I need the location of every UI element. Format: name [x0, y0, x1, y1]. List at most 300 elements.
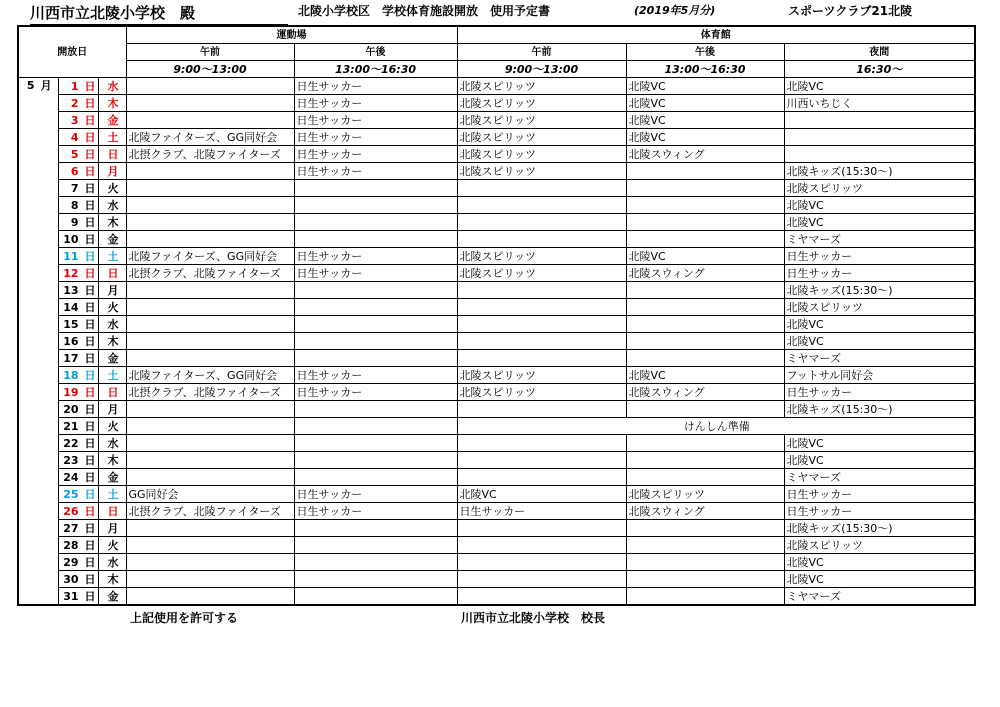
- table-row: [18, 197, 975, 214]
- ground-pm-cell: [294, 282, 457, 299]
- day-unit: 日: [84, 538, 96, 552]
- gym-am-cell: [457, 197, 626, 214]
- ground-pm-cell: [294, 520, 457, 537]
- day-number: [58, 299, 98, 316]
- weekday: 日: [98, 503, 126, 520]
- day-value: 27: [63, 521, 79, 535]
- gym-am-cell: 北陵スピリッツ: [457, 95, 626, 112]
- day-value: 23: [63, 453, 79, 467]
- gym-pm-cell: [626, 401, 784, 418]
- day-value: 18: [63, 368, 79, 382]
- weekday: 金: [98, 350, 126, 367]
- day-value: 8: [70, 198, 79, 212]
- weekday: 月: [98, 401, 126, 418]
- day-number: [58, 554, 98, 571]
- gym-pm-cell: [626, 452, 784, 469]
- day-value: 29: [63, 555, 79, 569]
- weekday: 火: [98, 418, 126, 435]
- ground-am-cell: [126, 78, 294, 95]
- gym-night-header: 夜間: [784, 44, 975, 61]
- schedule-table: [17, 25, 976, 606]
- gym-pm-cell: 北陵VC: [626, 78, 784, 95]
- gym-am-cell: 北陵スピリッツ: [457, 248, 626, 265]
- ground-am-cell: 北摂クラブ、北陵ファイターズ: [126, 146, 294, 163]
- day-unit: 日: [84, 436, 96, 450]
- weekday: 月: [98, 282, 126, 299]
- time-am: 9:00～13:00: [126, 61, 294, 78]
- ground-pm-cell: [294, 571, 457, 588]
- gym-pm-header: 午後: [626, 44, 784, 61]
- gym-night-cell: 北陵VC: [784, 316, 975, 333]
- gym-pm-cell: [626, 197, 784, 214]
- ground-am-cell: [126, 197, 294, 214]
- weekday: 月: [98, 163, 126, 180]
- gym-am-cell: 北陵スピリッツ: [457, 163, 626, 180]
- day-value: 1: [70, 79, 79, 93]
- table-row: [18, 214, 975, 231]
- weekday: 日: [98, 384, 126, 401]
- day-value: 26: [63, 504, 79, 518]
- ground-pm-cell: 日生サッカー: [294, 78, 457, 95]
- gym-am-cell: [457, 520, 626, 537]
- addressee: 川西市立北陵小学校 殿: [30, 2, 288, 25]
- weekday: 日: [98, 265, 126, 282]
- gym-night-cell: 北陵VC: [784, 214, 975, 231]
- ground-pm-cell: [294, 350, 457, 367]
- gym-am-cell: [457, 452, 626, 469]
- day-number: [58, 231, 98, 248]
- day-number: [58, 333, 98, 350]
- table-row: [18, 418, 975, 435]
- gym-night-cell: 北陵キッズ(15:30～): [784, 163, 975, 180]
- day-unit: 日: [84, 266, 96, 280]
- day-unit: 日: [84, 249, 96, 263]
- document-title: 北陵小学校区 学校体育施設開放 使用予定書: [298, 4, 551, 18]
- gym-night-cell: 北陵VC: [784, 197, 975, 214]
- ground-pm-cell: [294, 197, 457, 214]
- day-value: 6: [70, 164, 79, 178]
- day-value: 13: [63, 283, 79, 297]
- ground-am-cell: [126, 435, 294, 452]
- gym-night-cell: ミヤマーズ: [784, 469, 975, 486]
- gym-am-cell: 北陵スピリッツ: [457, 384, 626, 401]
- day-unit: 日: [84, 555, 96, 569]
- day-value: 2: [70, 96, 79, 110]
- month-number: 5: [26, 79, 35, 92]
- gym-night-cell: 北陵VC: [784, 452, 975, 469]
- open-day-header: 開放日: [18, 26, 126, 78]
- day-number: [58, 418, 98, 435]
- ground-pm-cell: 日生サッカー: [294, 486, 457, 503]
- table-row: [18, 78, 975, 95]
- gym-am-cell: 日生サッカー: [457, 503, 626, 520]
- ground-pm-cell: 日生サッカー: [294, 367, 457, 384]
- ground-pm-cell: 日生サッカー: [294, 129, 457, 146]
- weekday: 金: [98, 231, 126, 248]
- gym-pm-cell: 北陵スウィング: [626, 265, 784, 282]
- day-unit: 日: [84, 232, 96, 246]
- ground-pm-cell: [294, 537, 457, 554]
- day-value: 16: [63, 334, 79, 348]
- ground-pm-cell: [294, 452, 457, 469]
- gym-am-cell: 北陵スピリッツ: [457, 367, 626, 384]
- table-row: [18, 163, 975, 180]
- gym-pm-cell: [626, 435, 784, 452]
- gym-night-cell: [784, 112, 975, 129]
- ground-am-cell: 北摂クラブ、北陵ファイターズ: [126, 384, 294, 401]
- weekday: 土: [98, 486, 126, 503]
- weekday: 木: [98, 95, 126, 112]
- weekday: 金: [98, 112, 126, 129]
- weekday: 火: [98, 537, 126, 554]
- gym-pm-cell: 北陵VC: [626, 367, 784, 384]
- day-value: 9: [70, 215, 79, 229]
- ground-am-cell: [126, 520, 294, 537]
- gym-night-cell: 北陵スピリッツ: [784, 299, 975, 316]
- month-cell: [18, 78, 58, 606]
- day-value: 31: [63, 589, 79, 603]
- day-unit: 日: [84, 334, 96, 348]
- gym-pm-cell: 北陵スウィング: [626, 503, 784, 520]
- ground-am-cell: [126, 214, 294, 231]
- gym-pm-cell: 北陵スウィング: [626, 384, 784, 401]
- gym-am-cell: 北陵スピリッツ: [457, 129, 626, 146]
- gym-night-cell: 北陵キッズ(15:30～): [784, 520, 975, 537]
- table-row: [18, 486, 975, 503]
- day-number: [58, 282, 98, 299]
- gym-am-cell: 北陵VC: [457, 486, 626, 503]
- gym-night-cell: 北陵キッズ(15:30～): [784, 282, 975, 299]
- ground-am-cell: [126, 588, 294, 606]
- ground-am-cell: [126, 350, 294, 367]
- table-row: [18, 95, 975, 112]
- day-value: 10: [63, 232, 79, 246]
- weekday: 水: [98, 316, 126, 333]
- gym-pm-cell: [626, 537, 784, 554]
- gym-am-cell: 北陵スピリッツ: [457, 78, 626, 95]
- gym-am-cell: [457, 588, 626, 606]
- day-value: 25: [63, 487, 79, 501]
- gym-all-day-cell: けんしん準備: [457, 418, 975, 435]
- day-number: [58, 520, 98, 537]
- table-row: [18, 503, 975, 520]
- ground-am-cell: [126, 316, 294, 333]
- day-unit: 日: [84, 504, 96, 518]
- gym-night-cell: 日生サッカー: [784, 503, 975, 520]
- ground-pm-cell: [294, 418, 457, 435]
- principal-signature: 川西市立北陵小学校 校長: [461, 611, 606, 625]
- ground-am-cell: [126, 180, 294, 197]
- gym-night-cell: 日生サッカー: [784, 265, 975, 282]
- gym-pm-cell: [626, 163, 784, 180]
- ground-am-cell: 北摂クラブ、北陵ファイターズ: [126, 503, 294, 520]
- day-number: [58, 401, 98, 418]
- gym-am-cell: [457, 571, 626, 588]
- weekday: 木: [98, 571, 126, 588]
- gym-am-cell: [457, 214, 626, 231]
- ground-am-cell: [126, 418, 294, 435]
- table-row: [18, 299, 975, 316]
- day-value: 30: [63, 572, 79, 586]
- gym-night-cell: 北陵VC: [784, 554, 975, 571]
- day-unit: 日: [84, 147, 96, 161]
- table-row: [18, 588, 975, 606]
- table-row: [18, 316, 975, 333]
- gym-am-cell: [457, 316, 626, 333]
- gym-night-cell: 日生サッカー: [784, 248, 975, 265]
- ground-pm-cell: 日生サッカー: [294, 95, 457, 112]
- gym-am-cell: 北陵スピリッツ: [457, 265, 626, 282]
- ground-pm-cell: 日生サッカー: [294, 248, 457, 265]
- day-unit: 日: [84, 351, 96, 365]
- day-value: 12: [63, 266, 79, 280]
- gym-am-cell: [457, 435, 626, 452]
- period: (2019年5月分): [634, 4, 716, 17]
- day-number: [58, 588, 98, 606]
- ground-pm-cell: [294, 231, 457, 248]
- gym-pm-cell: 北陵VC: [626, 129, 784, 146]
- ground-am-cell: [126, 333, 294, 350]
- gym-night-cell: ミヤマーズ: [784, 588, 975, 606]
- gym-night-cell: 北陵スピリッツ: [784, 537, 975, 554]
- table-row: [18, 231, 975, 248]
- weekday: 土: [98, 248, 126, 265]
- day-number: [58, 146, 98, 163]
- day-number: [58, 78, 98, 95]
- ground-am-cell: [126, 299, 294, 316]
- table-row: [18, 265, 975, 282]
- ground-am-cell: [126, 469, 294, 486]
- table-row: [18, 129, 975, 146]
- gym-am-cell: [457, 299, 626, 316]
- day-unit: 日: [84, 215, 96, 229]
- weekday: 水: [98, 78, 126, 95]
- time-pm: 13:00～16:30: [626, 61, 784, 78]
- day-unit: 日: [84, 113, 96, 127]
- permit-statement: 上記使用を許可する: [130, 611, 239, 625]
- table-row: [18, 520, 975, 537]
- day-number: [58, 350, 98, 367]
- day-number: [58, 163, 98, 180]
- table-row: [18, 401, 975, 418]
- day-number: [58, 112, 98, 129]
- weekday: 金: [98, 588, 126, 606]
- weekday: 金: [98, 469, 126, 486]
- gym-pm-cell: [626, 316, 784, 333]
- ground-am-cell: 北陵ファイターズ、GG同好会: [126, 248, 294, 265]
- weekday: 木: [98, 452, 126, 469]
- time-night: 16:30～: [784, 61, 975, 78]
- gym-pm-cell: [626, 282, 784, 299]
- table-row: [18, 367, 975, 384]
- weekday: 火: [98, 180, 126, 197]
- day-unit: 日: [84, 283, 96, 297]
- weekday: 水: [98, 197, 126, 214]
- gym-pm-cell: [626, 588, 784, 606]
- day-unit: 日: [84, 572, 96, 586]
- weekday: 火: [98, 299, 126, 316]
- table-row: [18, 248, 975, 265]
- day-value: 3: [70, 113, 79, 127]
- table-row: [18, 435, 975, 452]
- gym-pm-cell: [626, 469, 784, 486]
- day-unit: 日: [84, 402, 96, 416]
- day-value: 19: [63, 385, 79, 399]
- weekday: 木: [98, 214, 126, 231]
- day-unit: 日: [84, 419, 96, 433]
- ground-pm-cell: 日生サッカー: [294, 384, 457, 401]
- day-unit: 日: [84, 453, 96, 467]
- gym-night-cell: ミヤマーズ: [784, 350, 975, 367]
- ground-am-cell: [126, 282, 294, 299]
- day-number: [58, 367, 98, 384]
- day-number: [58, 537, 98, 554]
- ground-am-cell: 北陵ファイターズ、GG同好会: [126, 129, 294, 146]
- ground-am-cell: [126, 452, 294, 469]
- time-pm: 13:00～16:30: [294, 61, 457, 78]
- day-number: [58, 214, 98, 231]
- table-row: [18, 452, 975, 469]
- ground-pm-cell: [294, 554, 457, 571]
- gym-pm-cell: 北陵スピリッツ: [626, 486, 784, 503]
- ground-am-cell: [126, 95, 294, 112]
- day-unit: 日: [84, 521, 96, 535]
- day-value: 15: [63, 317, 79, 331]
- ground-pm-cell: 日生サッカー: [294, 265, 457, 282]
- ground-pm-cell: [294, 180, 457, 197]
- gym-am-cell: [457, 350, 626, 367]
- ground-am-cell: 北摂クラブ、北陵ファイターズ: [126, 265, 294, 282]
- day-value: 11: [63, 249, 79, 263]
- table-row: [18, 554, 975, 571]
- ground-am-cell: [126, 112, 294, 129]
- gym-night-cell: 北陵スピリッツ: [784, 180, 975, 197]
- gym-night-cell: 北陵VC: [784, 571, 975, 588]
- day-unit: 日: [84, 300, 96, 314]
- ground-pm-header: 午後: [294, 44, 457, 61]
- ground-pm-cell: [294, 299, 457, 316]
- gym-pm-cell: 北陵VC: [626, 248, 784, 265]
- day-unit: 日: [84, 317, 96, 331]
- weekday: 木: [98, 333, 126, 350]
- ground-pm-cell: 日生サッカー: [294, 112, 457, 129]
- gym-pm-cell: [626, 180, 784, 197]
- table-row: [18, 469, 975, 486]
- weekday: 水: [98, 435, 126, 452]
- gym-am-cell: [457, 282, 626, 299]
- gym-night-cell: 川西いちじく: [784, 95, 975, 112]
- day-number: [58, 452, 98, 469]
- day-unit: 日: [84, 130, 96, 144]
- gym-am-cell: 北陵スピリッツ: [457, 146, 626, 163]
- day-unit: 日: [84, 96, 96, 110]
- ground-pm-cell: [294, 588, 457, 606]
- ground-am-header: 午前: [126, 44, 294, 61]
- day-number: [58, 180, 98, 197]
- weekday: 日: [98, 146, 126, 163]
- table-row: [18, 384, 975, 401]
- day-number: [58, 316, 98, 333]
- day-unit: 日: [84, 164, 96, 178]
- gym-am-cell: [457, 333, 626, 350]
- gym-night-cell: フットサル同好会: [784, 367, 975, 384]
- gym-am-header: 午前: [457, 44, 626, 61]
- weekday: 土: [98, 367, 126, 384]
- day-number: [58, 248, 98, 265]
- ground-pm-cell: 日生サッカー: [294, 146, 457, 163]
- ground-am-cell: [126, 554, 294, 571]
- ground-am-cell: [126, 163, 294, 180]
- gym-pm-cell: [626, 231, 784, 248]
- gym-pm-cell: [626, 520, 784, 537]
- table-row: [18, 180, 975, 197]
- gym-night-cell: 日生サッカー: [784, 486, 975, 503]
- gym-pm-cell: 北陵VC: [626, 112, 784, 129]
- day-number: [58, 95, 98, 112]
- gym-header: 体育館: [457, 26, 975, 44]
- gym-night-cell: 日生サッカー: [784, 384, 975, 401]
- day-value: 14: [63, 300, 79, 314]
- gym-am-cell: [457, 554, 626, 571]
- gym-am-cell: [457, 231, 626, 248]
- ground-am-cell: [126, 537, 294, 554]
- day-value: 21: [63, 419, 79, 433]
- gym-night-cell: [784, 146, 975, 163]
- month-label: 月: [40, 79, 52, 92]
- table-row: [18, 333, 975, 350]
- ground-pm-cell: [294, 435, 457, 452]
- time-am: 9:00～13:00: [457, 61, 626, 78]
- gym-am-cell: [457, 180, 626, 197]
- gym-night-cell: 北陵VC: [784, 78, 975, 95]
- ground-header: 運動場: [126, 26, 457, 44]
- gym-am-cell: [457, 469, 626, 486]
- gym-am-cell: [457, 537, 626, 554]
- ground-am-cell: GG同好会: [126, 486, 294, 503]
- gym-pm-cell: [626, 299, 784, 316]
- day-value: 17: [63, 351, 79, 365]
- day-number: [58, 197, 98, 214]
- ground-pm-cell: [294, 469, 457, 486]
- day-unit: 日: [84, 589, 96, 603]
- day-number: [58, 571, 98, 588]
- table-row: [18, 571, 975, 588]
- club-name: スポーツクラブ21北陵: [788, 4, 913, 18]
- ground-am-cell: [126, 231, 294, 248]
- day-number: [58, 265, 98, 282]
- ground-am-cell: [126, 401, 294, 418]
- day-unit: 日: [84, 487, 96, 501]
- gym-night-cell: 北陵VC: [784, 435, 975, 452]
- day-value: 20: [63, 402, 79, 416]
- gym-night-cell: [784, 129, 975, 146]
- ground-pm-cell: 日生サッカー: [294, 163, 457, 180]
- day-value: 7: [70, 181, 79, 195]
- gym-pm-cell: [626, 571, 784, 588]
- ground-pm-cell: [294, 333, 457, 350]
- weekday: 月: [98, 520, 126, 537]
- gym-night-cell: ミヤマーズ: [784, 231, 975, 248]
- day-value: 4: [70, 130, 79, 144]
- day-value: 28: [63, 538, 79, 552]
- gym-pm-cell: 北陵スウィング: [626, 146, 784, 163]
- day-value: 24: [63, 470, 79, 484]
- ground-pm-cell: [294, 316, 457, 333]
- ground-pm-cell: [294, 401, 457, 418]
- day-number: [58, 469, 98, 486]
- table-row: [18, 146, 975, 163]
- gym-pm-cell: [626, 554, 784, 571]
